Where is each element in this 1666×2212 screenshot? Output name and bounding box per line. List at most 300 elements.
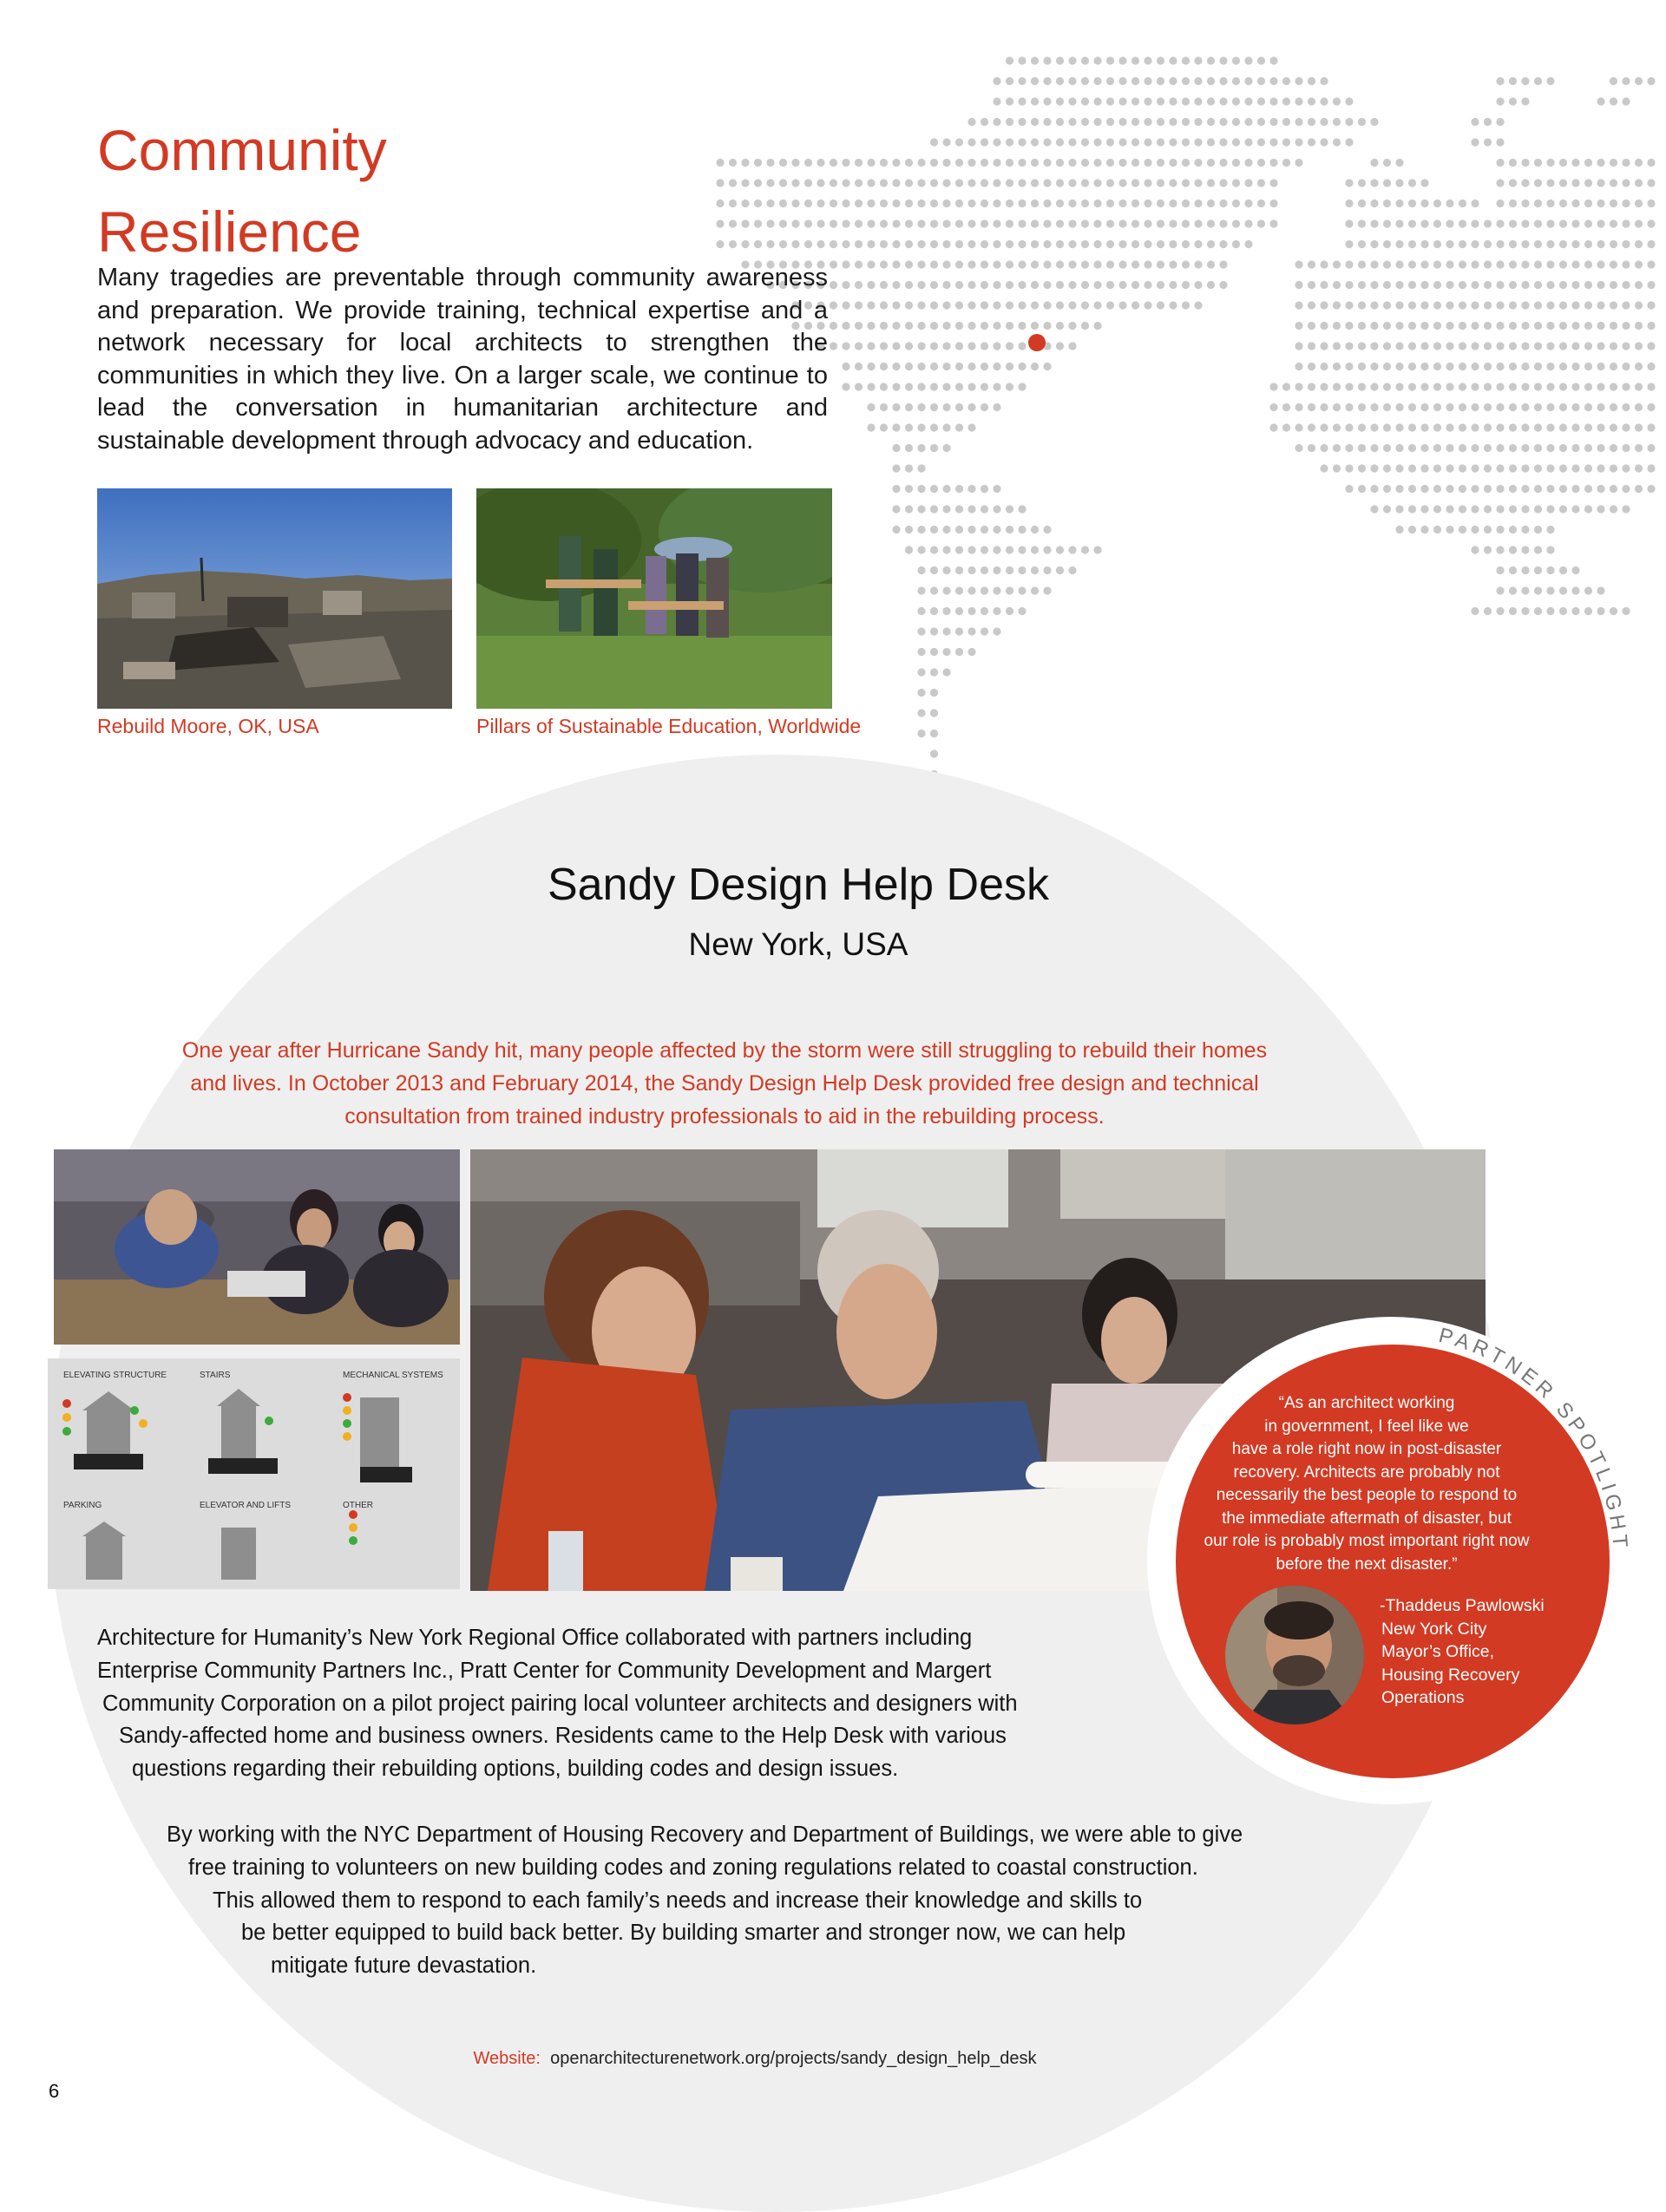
map-dot [1320, 444, 1328, 452]
map-dot [1383, 383, 1391, 390]
map-dot [1471, 301, 1479, 309]
map-dot [1534, 586, 1542, 594]
map-dot [1484, 138, 1492, 146]
map-dot [1559, 485, 1567, 493]
map-dot [930, 709, 938, 717]
map-dot [1408, 281, 1416, 289]
map-dot [1546, 403, 1554, 411]
map-dot [1308, 281, 1315, 289]
map-dot [1521, 342, 1529, 350]
map-dot [1546, 281, 1554, 289]
map-dot [1408, 423, 1416, 431]
map-dot [1131, 240, 1139, 248]
diagram-label-elevating: ELEVATING STRUCTURE [63, 1371, 167, 1380]
map-dot [1043, 118, 1051, 126]
map-dot [1333, 444, 1341, 452]
map-dot [1345, 118, 1353, 126]
map-dot [1345, 322, 1353, 330]
map-dot [1597, 97, 1604, 105]
map-dot [1244, 56, 1252, 64]
map-dot [1031, 566, 1039, 574]
map-dot [1395, 526, 1403, 533]
map-dot [1118, 200, 1126, 207]
map-dot [1546, 383, 1554, 390]
map-dot [1219, 97, 1227, 105]
map-dot [1597, 444, 1604, 452]
map-dot [766, 179, 774, 187]
map-dot [1521, 281, 1529, 289]
map-dot [1093, 138, 1101, 146]
map-dot [1420, 322, 1428, 330]
map-dot [867, 219, 875, 227]
map-dot [1232, 97, 1240, 105]
map-dot [1571, 586, 1579, 594]
map-dot [917, 342, 925, 350]
map-dot [716, 240, 724, 248]
map-dot [855, 240, 863, 248]
map-dot [1446, 526, 1453, 533]
map-dot [1496, 219, 1504, 227]
map-dot [880, 179, 888, 187]
map-dot [1068, 566, 1076, 574]
map-dot [1018, 505, 1026, 513]
website-label: Website: [473, 2049, 541, 2068]
map-dot [1635, 179, 1643, 187]
map-dot [1295, 423, 1302, 431]
map-dot [1395, 159, 1403, 167]
map-dot [1219, 179, 1227, 187]
map-dot [1232, 138, 1240, 146]
map-dot [1308, 322, 1315, 330]
map-dot [1383, 322, 1391, 330]
map-dot [1194, 281, 1202, 289]
map-dot [1219, 56, 1227, 64]
map-dot [1031, 240, 1039, 248]
map-dot [1559, 566, 1567, 574]
map-dot [1395, 219, 1403, 227]
map-dot [955, 423, 963, 431]
map-dot [880, 383, 888, 390]
map-dot [981, 586, 988, 594]
map-dot [1169, 219, 1177, 227]
map-dot [1521, 464, 1529, 472]
map-dot [1320, 138, 1328, 146]
map-dot [917, 219, 925, 227]
map-dot [1006, 179, 1013, 187]
map-dot [791, 240, 799, 248]
map-dot [1295, 383, 1302, 390]
map-dot [830, 200, 837, 207]
map-dot [981, 179, 988, 187]
map-dot [729, 179, 737, 187]
map-dot [1597, 260, 1604, 268]
map-dot [1068, 118, 1076, 126]
map-dot [905, 200, 913, 207]
map-dot [1459, 301, 1466, 309]
map-dot [1333, 260, 1341, 268]
map-dot [1484, 403, 1492, 411]
map-dot [1043, 322, 1051, 330]
map-dot [917, 485, 925, 493]
map-dot [981, 526, 988, 533]
map-dot [1647, 403, 1655, 411]
map-dot [1496, 444, 1504, 452]
map-dot [1269, 56, 1277, 64]
map-dot [1131, 260, 1139, 268]
map-dot [1584, 159, 1592, 167]
map-dot [993, 200, 1000, 207]
map-dot [1597, 281, 1604, 289]
map-dot [1509, 179, 1517, 187]
map-dot [1043, 281, 1051, 289]
map-dot [892, 403, 900, 411]
map-dot [1471, 281, 1479, 289]
map-dot [955, 179, 963, 187]
map-dot [1496, 240, 1504, 248]
map-dot [1106, 219, 1114, 227]
map-dot [1031, 118, 1039, 126]
map-dot [1622, 423, 1630, 431]
map-dot [967, 322, 975, 330]
map-dot [1459, 363, 1466, 370]
map-dot [981, 627, 988, 635]
map-dot [1509, 423, 1517, 431]
map-dot [1635, 159, 1643, 167]
map-dot [1093, 281, 1101, 289]
map-dot [1043, 219, 1051, 227]
map-dot [830, 240, 837, 248]
map-dot [1559, 200, 1567, 207]
map-dot [917, 423, 925, 431]
map-dot [1043, 200, 1051, 207]
map-dot [1295, 159, 1302, 167]
map-dot [1383, 342, 1391, 350]
map-dot [993, 138, 1000, 146]
map-dot [1006, 363, 1013, 370]
map-dot [905, 219, 913, 227]
map-dot [1056, 566, 1064, 574]
map-dot [1395, 423, 1403, 431]
map-dot [1546, 566, 1554, 574]
project-paragraph-1 [97, 1622, 1018, 1786]
map-dot [967, 586, 975, 594]
map-dot [1118, 159, 1126, 167]
map-dot [1194, 179, 1202, 187]
map-dot [1471, 607, 1479, 615]
map-dot [1597, 301, 1604, 309]
map-dot [1635, 200, 1643, 207]
map-dot [905, 444, 913, 452]
map-dot [1131, 219, 1139, 227]
map-dot [1219, 281, 1227, 289]
map-dot [1358, 363, 1366, 370]
map-dot [1635, 77, 1643, 85]
map-dot [967, 566, 975, 574]
map-dot [1559, 444, 1567, 452]
project-location: New York, USA [688, 926, 908, 962]
map-dot [1509, 403, 1517, 411]
map-dot [1446, 260, 1453, 268]
map-dot [1031, 301, 1039, 309]
map-dot [1383, 179, 1391, 187]
map-dot [981, 281, 988, 289]
map-dot [967, 260, 975, 268]
map-dot [1521, 444, 1529, 452]
spotlight-quote [1189, 1392, 1545, 1576]
map-dot [1131, 56, 1139, 64]
map-dot [1420, 403, 1428, 411]
map-dot [1408, 363, 1416, 370]
map-dot [1446, 464, 1453, 472]
map-dot [905, 464, 913, 472]
map-dot [1433, 281, 1441, 289]
map-dot [1144, 281, 1151, 289]
map-dot [1006, 56, 1013, 64]
map-dot [993, 281, 1000, 289]
map-dot [967, 403, 975, 411]
map-dot [1081, 118, 1089, 126]
map-dot [1420, 200, 1428, 207]
map-dot [1056, 77, 1064, 85]
map-dot [1546, 526, 1554, 533]
map-dot [1509, 322, 1517, 330]
map-dot [1597, 403, 1604, 411]
map-dot [930, 485, 938, 493]
map-dot [1333, 118, 1341, 126]
map-dot [1056, 118, 1064, 126]
map-dot [1420, 505, 1428, 513]
map-dot [1081, 260, 1089, 268]
map-dot [1610, 77, 1617, 85]
map-dot [1459, 219, 1466, 227]
map-dot [1559, 179, 1567, 187]
map-dot [1471, 342, 1479, 350]
para1-line: Enterprise Community Partners Inc., Pratt Center for Community Development and Margert [97, 1658, 992, 1683]
map-dot [817, 159, 824, 167]
map-dot [1484, 118, 1492, 126]
map-dot [905, 505, 913, 513]
website-link[interactable]: openarchitecturenetwork.org/projects/sandy_design_help_desk [550, 2049, 1037, 2068]
map-dot [1509, 546, 1517, 553]
map-dot [1043, 240, 1051, 248]
map-dot [1484, 485, 1492, 493]
map-dot [1269, 403, 1277, 411]
map-dot [917, 363, 925, 370]
map-dot [1571, 607, 1579, 615]
map-dot [1031, 281, 1039, 289]
map-dot [1635, 342, 1643, 350]
map-dot [1006, 260, 1013, 268]
para1-line: Sandy-affected home and business owners. Residents came to the Help Desk with various [119, 1724, 1007, 1749]
map-dot [1295, 138, 1302, 146]
map-dot [1459, 444, 1466, 452]
map-dot [1257, 179, 1265, 187]
map-dot [1043, 159, 1051, 167]
map-dot [1471, 363, 1479, 370]
map-dot [942, 586, 950, 594]
map-dot [1131, 200, 1139, 207]
map-dot [1622, 383, 1630, 390]
map-dot [892, 322, 900, 330]
map-dot [981, 260, 988, 268]
map-dot [1534, 566, 1542, 574]
map-dot [1496, 118, 1504, 126]
map-dot [1546, 485, 1554, 493]
map-dot [1395, 200, 1403, 207]
map-dot [1295, 97, 1302, 105]
map-dot [942, 138, 950, 146]
photo-rebuild-moore [97, 488, 452, 709]
map-dot [1345, 260, 1353, 268]
map-dot [1006, 546, 1013, 553]
map-dot [1006, 200, 1013, 207]
map-dot [1584, 423, 1592, 431]
map-dot [1219, 118, 1227, 126]
map-dot [867, 159, 875, 167]
map-dot [955, 363, 963, 370]
map-dot [1257, 138, 1265, 146]
map-dot [754, 219, 762, 227]
map-dot [1383, 444, 1391, 452]
map-dot [804, 159, 812, 167]
map-dot [1395, 363, 1403, 370]
map-dot [1383, 485, 1391, 493]
map-dot [1496, 383, 1504, 390]
map-dot [1358, 444, 1366, 452]
map-dot [1244, 138, 1252, 146]
map-dot [1534, 322, 1542, 330]
project-website [0, 2049, 1510, 2069]
map-dot [1584, 260, 1592, 268]
map-dot [917, 383, 925, 390]
map-dot [1118, 240, 1126, 248]
map-dot [1610, 383, 1617, 390]
map-dot [779, 200, 787, 207]
map-dot [1471, 240, 1479, 248]
map-dot [1610, 179, 1617, 187]
map-dot [942, 281, 950, 289]
map-dot [1093, 77, 1101, 85]
map-dot [1081, 322, 1089, 330]
map-dot [1056, 281, 1064, 289]
map-dot [1269, 118, 1277, 126]
map-dot [892, 200, 900, 207]
map-dot [1597, 322, 1604, 330]
map-dot [766, 240, 774, 248]
map-dot [993, 322, 1000, 330]
map-dot [1610, 240, 1617, 248]
map-dot [1358, 322, 1366, 330]
map-dot [1635, 423, 1643, 431]
map-dot [1182, 260, 1190, 268]
map-dot [1383, 423, 1391, 431]
map-dot [1521, 97, 1529, 105]
map-dot [942, 444, 950, 452]
map-dot [1182, 159, 1190, 167]
map-dot [1496, 260, 1504, 268]
map-dot [1446, 485, 1453, 493]
map-dot [880, 260, 888, 268]
map-dot [1610, 342, 1617, 350]
map-dot [917, 179, 925, 187]
map-dot [993, 485, 1000, 493]
map-dot [981, 322, 988, 330]
world-map-dots [703, 52, 1666, 807]
map-dot [1118, 97, 1126, 105]
map-dot [1496, 403, 1504, 411]
map-dot [993, 526, 1000, 533]
map-dot [1509, 200, 1517, 207]
map-dot [955, 138, 963, 146]
map-dot [1534, 200, 1542, 207]
map-dot [1471, 219, 1479, 227]
map-dot [1534, 403, 1542, 411]
map-dot [1018, 607, 1026, 615]
map-dot [1320, 322, 1328, 330]
map-dot [955, 301, 963, 309]
map-dot [1534, 260, 1542, 268]
map-dot [1509, 301, 1517, 309]
map-dot [1093, 56, 1101, 64]
map-dot [1031, 97, 1039, 105]
map-dot [930, 444, 938, 452]
map-dot [917, 730, 925, 737]
map-dot [1584, 444, 1592, 452]
map-dot [1622, 200, 1630, 207]
map-dot [1308, 97, 1315, 105]
map-dot [917, 403, 925, 411]
map-dot [1408, 179, 1416, 187]
map-dot [1584, 200, 1592, 207]
map-dot [1144, 77, 1151, 85]
map-dot [1157, 138, 1164, 146]
map-dot [1308, 403, 1315, 411]
map-dot [1622, 301, 1630, 309]
map-dot [1484, 444, 1492, 452]
map-dot [1370, 281, 1378, 289]
map-dot [1308, 363, 1315, 370]
para1-line: Architecture for Humanity’s New York Regional Office collaborated with partners including [97, 1626, 973, 1650]
map-dot [1635, 444, 1643, 452]
map-dot [855, 179, 863, 187]
map-dot [1509, 607, 1517, 615]
map-dot [1610, 403, 1617, 411]
map-dot [967, 363, 975, 370]
map-dot [804, 219, 812, 227]
map-dot [1647, 464, 1655, 472]
map-dot [905, 383, 913, 390]
map-dot [1169, 260, 1177, 268]
map-dot [1182, 118, 1190, 126]
map-dot [754, 200, 762, 207]
map-dot [1635, 281, 1643, 289]
map-dot [1320, 423, 1328, 431]
map-dot [1509, 383, 1517, 390]
map-dot [981, 159, 988, 167]
map-dot [1006, 383, 1013, 390]
map-dot [1320, 301, 1328, 309]
map-dot [1534, 159, 1542, 167]
map-dot [1433, 403, 1441, 411]
map-dot [1597, 219, 1604, 227]
map-dot [1257, 118, 1265, 126]
map-dot [1610, 322, 1617, 330]
map-dot [842, 322, 849, 330]
map-dot [1395, 383, 1403, 390]
map-dot [1509, 444, 1517, 452]
attribution-line: -Thaddeus Pawlowski [1380, 1596, 1545, 1615]
map-dot [981, 200, 988, 207]
